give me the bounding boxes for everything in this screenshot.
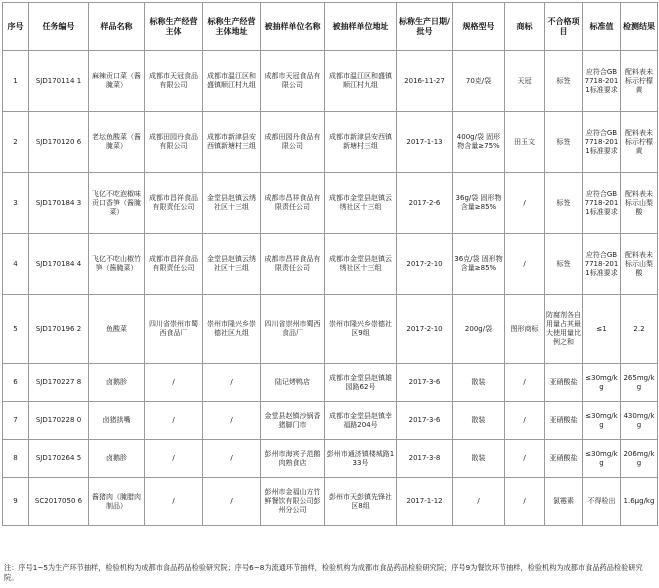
table-cell: 2017-2-10	[397, 295, 453, 364]
table-cell: 2017-2-6	[397, 173, 453, 234]
header-cell: 检测结果	[621, 3, 658, 51]
header-cell: 标称生产经营主体	[145, 3, 203, 51]
table-cell: 应符合GB7718-2011标准要求	[583, 173, 621, 234]
table-row	[3, 112, 658, 173]
table-cell: ≤30mg/kg	[583, 402, 621, 440]
table-cell: 标签	[545, 51, 583, 112]
table-cell: 标签	[545, 234, 583, 295]
header-cell: 商标	[505, 3, 545, 51]
table-cell: 卤鹅胗	[89, 364, 145, 402]
table-cell: 崇州市隆兴乡崇德社区9组	[325, 295, 397, 364]
table-row	[3, 234, 658, 295]
table-cell: 2017-3-6	[397, 364, 453, 402]
table-cell: 不得检出	[583, 478, 621, 526]
table-cell: /	[453, 478, 505, 526]
table-cell: 亚硝酸盐	[545, 364, 583, 402]
table-cell: /	[145, 440, 203, 478]
table-cell: 防腐剂各自用量占其最大使用量比例之和	[545, 295, 583, 364]
table-cell: 2017-1-12	[397, 478, 453, 526]
table-cell: SJD170264 5	[29, 440, 89, 478]
table-cell: 2	[3, 112, 29, 173]
table-cell: 36克/袋 固形物含量≥85%	[453, 234, 505, 295]
header-cell: 不合格项目	[545, 3, 583, 51]
table-cell: 5	[3, 295, 29, 364]
table-cell: 金堂县赵镇云绣社区十三组	[203, 173, 261, 234]
table-cell: 四川省崇州市蜀西食品厂	[145, 295, 203, 364]
table-cell: 7	[3, 402, 29, 440]
table-cell: 散装	[453, 440, 505, 478]
table-cell: 成都市温江区和盛镇顺江村九组	[325, 51, 397, 112]
table-cell: /	[505, 173, 545, 234]
table-cell: 田玉文	[505, 112, 545, 173]
table-cell: 配料表未标示山梨酸	[621, 173, 658, 234]
table-cell: 成都市天冠食品有限公司	[261, 51, 325, 112]
header-cell: 序号	[3, 3, 29, 51]
table-cell: 2.2	[621, 295, 658, 364]
table-cell: 应符合GB7718-2011标准要求	[583, 234, 621, 295]
footnote: 注：序号1~5为生产环节抽样，检验机构为成都市食品药品检验研究院；序号6~8为流通环节抽样，检验机构为成都市食品药品检验研究院；序号9为餐饮环节抽样，检验机构为成都市食品药品检验研究院。	[4, 563, 643, 582]
table-cell: ≤30mg/kg	[583, 440, 621, 478]
table-cell: /	[203, 478, 261, 526]
table-cell: 图形商标	[505, 295, 545, 364]
table-cell: 卤鹅胗	[89, 440, 145, 478]
table-cell: 200g/袋	[453, 295, 505, 364]
table-row	[3, 173, 658, 234]
table-cell: 9	[3, 478, 29, 526]
table-cell: 成都市天冠食品有限公司	[145, 51, 203, 112]
table-cell: ≤1	[583, 295, 621, 364]
table-row	[3, 440, 658, 478]
table-cell: 成都市金堂县赵镇雄园路62号	[325, 364, 397, 402]
table-cell: 430mg/kg	[621, 402, 658, 440]
table-cell: 配料表未标示山梨酸	[621, 234, 658, 295]
table-cell: 36g/袋 固形物含量≥85%	[453, 173, 505, 234]
header-cell: 规格型号	[453, 3, 505, 51]
table-cell: 崇州市隆兴乡崇德社区九组	[203, 295, 261, 364]
table-cell: 成都市金堂县赵镇云绣社区十三组	[325, 173, 397, 234]
table-cell: 四川省崇州市蜀西食品厂	[261, 295, 325, 364]
table-cell: /	[203, 364, 261, 402]
table-cell: SJD170227 8	[29, 364, 89, 402]
table-cell: 成都市昌祥食品有限责任公司	[261, 234, 325, 295]
table-cell: 2016-11-27	[397, 51, 453, 112]
header-cell: 被抽样单位名称	[261, 3, 325, 51]
table-cell: /	[505, 364, 545, 402]
table-cell: 彭州市金福山方竹鲜餐饮有限公司彭州分公司	[261, 478, 325, 526]
unqualified-food-table	[2, 2, 658, 526]
table-cell: 金堂县赵镇沙锅香猪脚门市	[261, 402, 325, 440]
table-cell: 2017-3-6	[397, 402, 453, 440]
header-cell: 标准值	[583, 3, 621, 51]
table-cell: 成都市昌祥食品有限责任公司	[145, 234, 203, 295]
table-cell: ≤30mg/kg	[583, 364, 621, 402]
table-cell: 成都田园丹食品有限公司	[261, 112, 325, 173]
table-cell: 彭州市通济镇楼城路133号	[325, 440, 397, 478]
header-cell: 标称生产经营主体地址	[203, 3, 261, 51]
table-cell: 成都市温江区和盛镇顺江村九组	[203, 51, 261, 112]
header-cell: 被抽样单位地址	[325, 3, 397, 51]
table-cell: 氯霉素	[545, 478, 583, 526]
table-cell: 成都市金堂县赵镇云绣社区十三组	[325, 234, 397, 295]
table-cell: 麻辣贡口菜（酱腌菜）	[89, 51, 145, 112]
table-cell: 金堂县赵镇云绣社区十三组	[203, 234, 261, 295]
table-row	[3, 51, 658, 112]
table-cell: 标签	[545, 112, 583, 173]
table-cell: 70克/袋	[453, 51, 505, 112]
table-cell: /	[505, 440, 545, 478]
table-row	[3, 364, 658, 402]
table-cell: /	[145, 364, 203, 402]
table-row	[3, 402, 658, 440]
table-cell: 2017-2-10	[397, 234, 453, 295]
table-cell: 4	[3, 234, 29, 295]
table-cell: 成都市金堂县赵镇幸福路204号	[325, 402, 397, 440]
table-cell: 天冠	[505, 51, 545, 112]
table-cell: 应符合GB7718-2011标准要求	[583, 51, 621, 112]
table-cell: 成都市昌祥食品有限责任公司	[145, 173, 203, 234]
table-cell: SJD170120 6	[29, 112, 89, 173]
table-cell: 2017-3-8	[397, 440, 453, 478]
table-cell: 亚硝酸盐	[545, 440, 583, 478]
table-cell: 1	[3, 51, 29, 112]
table-cell: 飞亿不吃泡椒味贡口香笋（酱腌菜）	[89, 173, 145, 234]
table-cell: 成都田园丹食品有限公司	[145, 112, 203, 173]
table-cell: 400g/袋 固形物含量≥75%	[453, 112, 505, 173]
table-cell: 成都市新津县安西镇新塘村三组	[203, 112, 261, 173]
table-cell: SJD170184 3	[29, 173, 89, 234]
table-cell: /	[145, 402, 203, 440]
results-table-container	[2, 2, 657, 526]
table-cell: SJD170196 2	[29, 295, 89, 364]
table-cell: /	[203, 402, 261, 440]
table-cell: 3	[3, 173, 29, 234]
table-cell: 成都市新津县安西镇新塘村三组	[325, 112, 397, 173]
table-cell: 卤猪拱嘴	[89, 402, 145, 440]
table-cell: 陆记烤鸭店	[261, 364, 325, 402]
table-cell: 应符合GB7718-2011标准要求	[583, 112, 621, 173]
table-row	[3, 478, 658, 526]
table-cell: /	[203, 440, 261, 478]
table-cell: 配料表未标示柠檬黄	[621, 51, 658, 112]
table-row	[3, 295, 658, 364]
table-cell: /	[505, 478, 545, 526]
table-cell: 散装	[453, 364, 505, 402]
table-cell: SJD170228 0	[29, 402, 89, 440]
header-cell: 任务编号	[29, 3, 89, 51]
table-cell: 2017-1-13	[397, 112, 453, 173]
table-cell: SJD170114 1	[29, 51, 89, 112]
table-cell: /	[505, 234, 545, 295]
table-cell: 亚硝酸盐	[545, 402, 583, 440]
table-cell: 老坛鱼酸菜（酱腌菜）	[89, 112, 145, 173]
table-cell: 265mg/kg	[621, 364, 658, 402]
table-cell: 标签	[545, 173, 583, 234]
table-cell: /	[145, 478, 203, 526]
table-cell: SJD170184 4	[29, 234, 89, 295]
table-cell: 鱼酸菜	[89, 295, 145, 364]
header-cell: 样品名称	[89, 3, 145, 51]
header-cell: 标称生产日期/批号	[397, 3, 453, 51]
table-cell: 配料表未标示柠檬黄	[621, 112, 658, 173]
table-cell: 彭州市天彭镇先锋社区8组	[325, 478, 397, 526]
table-cell: 8	[3, 440, 29, 478]
table-cell: SC2017050 6	[29, 478, 89, 526]
table-cell: 酱猪肉（腌腊肉制品）	[89, 478, 145, 526]
header-row	[3, 3, 658, 51]
table-cell: 1.6μg/kg	[621, 478, 658, 526]
table-cell: 206mg/kg	[621, 440, 658, 478]
table-cell: 彭州市海宾子范鹅肉熟食店	[261, 440, 325, 478]
table-cell: 飞亿不吃山椒竹笋（酱腌菜）	[89, 234, 145, 295]
table-cell: 成都市昌祥食品有限责任公司	[261, 173, 325, 234]
table-cell: /	[505, 402, 545, 440]
table-cell: 散装	[453, 402, 505, 440]
table-cell: 6	[3, 364, 29, 402]
